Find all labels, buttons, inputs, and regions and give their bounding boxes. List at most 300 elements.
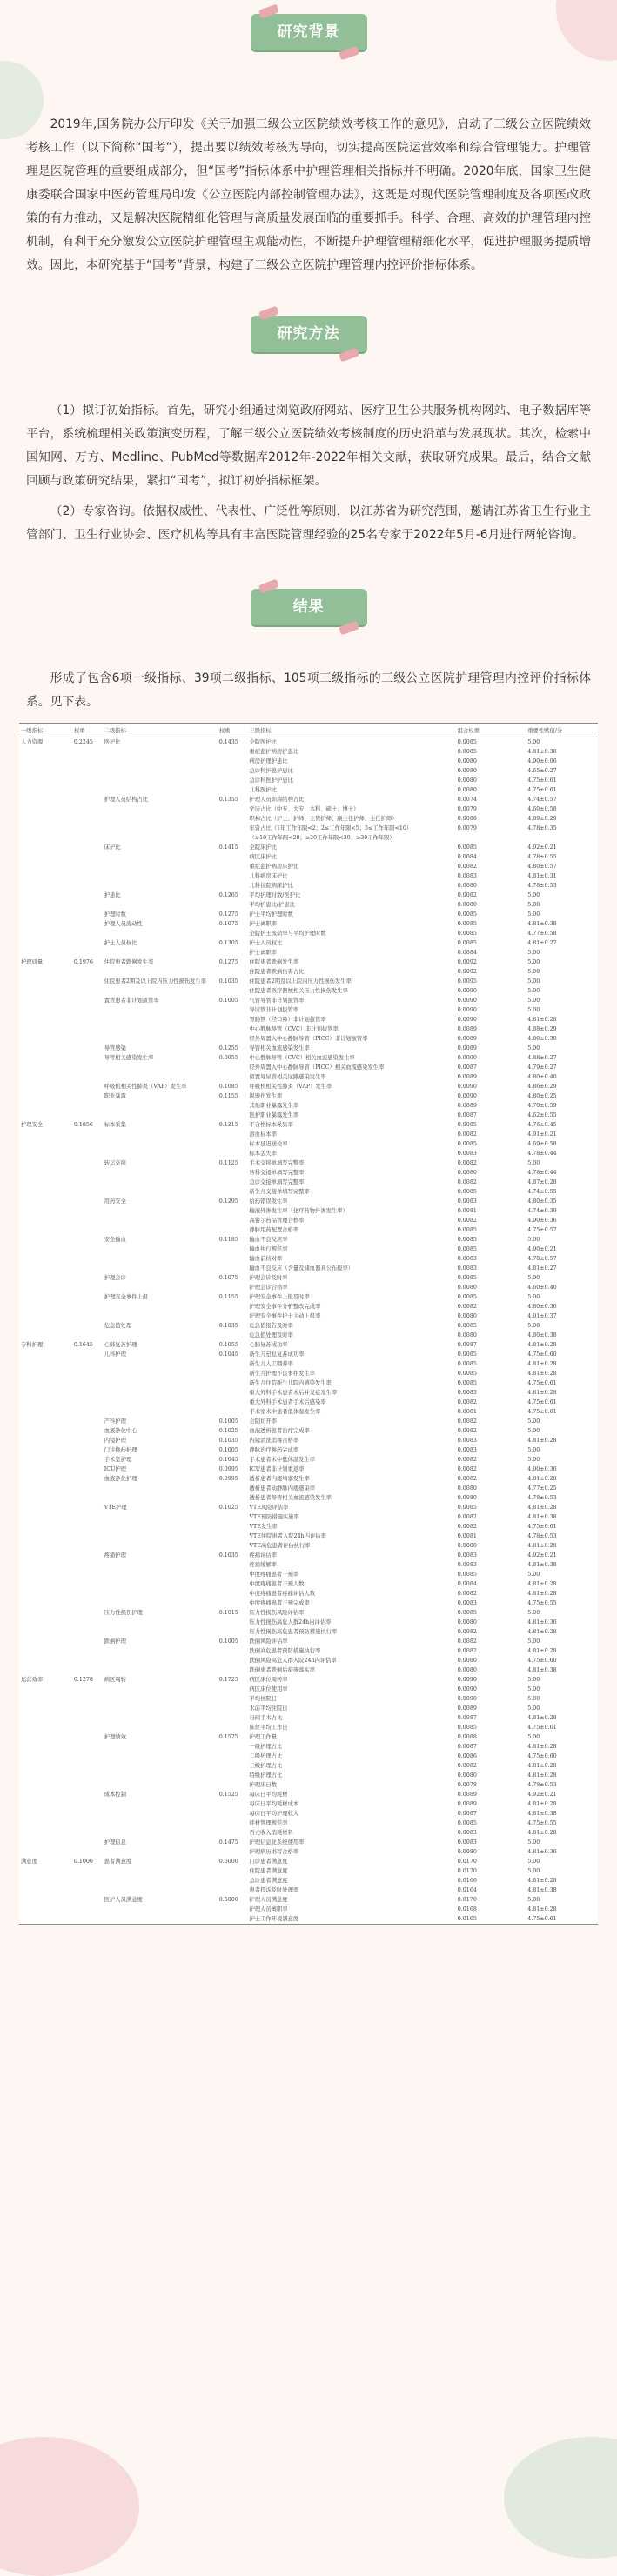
table-row [19,1053,598,1063]
cell-level3: 静脉用药配置合格率 [249,1227,299,1233]
section-title: 研究背景 [277,23,340,41]
cell-level1 [19,996,72,1005]
cell-importance: 5.00 [527,1868,540,1874]
cell-level1 [19,1752,72,1761]
cell-level1 [19,1474,72,1484]
cell-level1 [19,1551,72,1560]
cell-weight2 [218,1398,248,1407]
cell-importance: 4.78±0.53 [527,1533,557,1539]
cell-level2 [103,1225,218,1235]
table-header-cell: 重要性赋值/分 [526,724,598,737]
table-row [19,1101,598,1111]
cell-weight2 [218,1627,248,1637]
cell-combined-weight: 0.0080 [457,1332,477,1338]
table-row [19,1637,598,1646]
cell-weight2: 0.1295 [218,1198,238,1205]
table-row [19,1378,598,1388]
cell-weight1 [72,1292,103,1302]
cell-level3: 呼吸机相关性肺炎（VAP）发生率 [249,1084,332,1090]
cell-level2 [103,1216,218,1225]
cell-weight2: 0.1475 [218,1839,238,1845]
cell-weight2: 0.1055 [218,1342,238,1348]
cell-weight2: 0.1045 [218,1351,238,1358]
table-row [19,1350,598,1359]
cell-level2 [103,766,218,776]
cell-importance: 5.00 [527,1897,540,1903]
cell-importance: 4.79±0.27 [527,1064,557,1071]
cell-level2 [103,1139,218,1149]
cell-weight1 [72,1656,103,1665]
cell-level3: 护士工作环境满意度 [248,1914,456,1925]
cell-weight1 [72,1799,103,1809]
cell-weight1 [72,1876,103,1885]
cell-importance: 4.77±0.25 [527,1485,557,1492]
cell-level3: 内镜清洗消毒合格率 [249,1438,299,1444]
cell-weight1 [72,1474,103,1484]
table-row [19,795,598,804]
cell-weight2 [218,929,248,938]
cell-weight1 [72,977,103,986]
cell-weight2 [218,1742,248,1752]
table-row [19,1752,598,1761]
cell-level1 [19,766,72,776]
cell-level1 [19,1350,72,1359]
cell-weight2 [218,1388,248,1398]
cell-weight1 [72,1465,103,1474]
cell-combined-weight: 0.0085 [457,739,477,745]
cell-weight1 [72,1665,103,1675]
cell-level1 [19,1914,72,1925]
cell-importance: 5.00 [527,1323,540,1329]
table-row [19,1168,598,1178]
cell-weight1 [72,1771,103,1780]
cell-level2: 患者满意度 [104,1859,132,1865]
cell-importance: 4.81±0.38 [527,749,557,755]
cell-combined-weight: 0.0170 [457,1859,477,1865]
cell-level2: VTE护理 [104,1505,127,1511]
cell-combined-weight: 0.0083 [457,1600,477,1606]
cell-combined-weight: 0.0085 [457,1380,477,1386]
cell-weight2 [218,1914,248,1925]
table-row [19,891,598,900]
cell-weight1 [72,1331,103,1340]
cell-weight2: 0.5000 [218,1897,238,1903]
cell-importance: 5.00 [527,1839,540,1845]
table-row [19,824,598,833]
table-header-cell: 组合权重 [456,724,526,737]
cell-weight1 [72,833,103,843]
cell-level1 [19,1713,72,1723]
cell-weight2: 0.1265 [218,892,238,898]
cell-weight1 [72,1302,103,1311]
cell-level1 [19,1331,72,1340]
cell-combined-weight: 0.0080 [457,1285,477,1291]
cell-level3: 住院患者2期及以上院内压力性损伤发生率 [249,978,352,984]
cell-level3: 急诊科医护护患比 [249,777,293,784]
cell-importance: 4.81±0.28 [527,1438,557,1444]
cell-combined-weight: 0.0089 [457,1801,477,1807]
cell-importance: 4.74±0.57 [527,797,557,803]
cell-level2 [103,871,218,881]
cell-weight1 [72,986,103,996]
cell-weight1: 0.2245 [73,739,93,745]
cell-level1 [19,824,72,833]
cell-level3: 急诊交接单填写完整率 [249,1179,305,1185]
cell-level2: 呼吸机相关性肺炎（VAP）发生率 [104,1084,187,1090]
cell-level2: 安全输血 [104,1237,126,1243]
cell-weight2 [218,1484,248,1493]
cell-weight2 [218,1723,248,1732]
cell-level2 [103,929,218,938]
cell-level1 [19,1417,72,1426]
table-row [19,1780,598,1790]
section-title: 结果 [292,598,325,616]
cell-level1 [19,1206,72,1216]
cell-combined-weight: 0.0082 [457,1466,477,1472]
cell-importance: 4.81±0.28 [527,1715,557,1721]
cell-combined-weight: 0.0166 [457,1878,477,1884]
cell-weight2 [218,757,248,766]
cell-importance: 5.00 [527,1418,540,1425]
cell-combined-weight: 0.0083 [457,1830,477,1836]
cell-level2: 护理人员结构占比 [104,797,149,803]
cell-weight1 [72,1273,103,1283]
cell-weight2: 0.1035 [218,1552,238,1558]
cell-weight2 [218,1493,248,1503]
cell-importance: 4.81±0.38 [527,1887,557,1893]
cell-level1 [19,986,72,996]
cell-level2 [103,881,218,891]
cell-importance: 5.00 [527,959,540,965]
cell-combined-weight: 0.0081 [457,1533,477,1539]
cell-weight1: 0.1645 [73,1342,93,1348]
cell-level1 [19,852,72,862]
cell-weight2: 0.1045 [218,1457,238,1463]
cell-combined-weight: 0.0082 [457,1131,477,1138]
cell-level3: 不合格标本采集率 [249,1122,293,1128]
cell-weight2 [218,1847,248,1857]
cell-importance: 4.75±0.61 [527,1725,557,1731]
cell-weight2 [218,747,248,757]
cell-weight2 [218,1178,248,1187]
cell-combined-weight: 0.0085 [457,911,477,918]
cell-combined-weight: 0.0085 [457,921,477,927]
cell-combined-weight: 0.0080 [457,1667,477,1673]
cell-level1 [19,1838,72,1847]
cell-level3: 全院护士流动率与平均护理时数 [249,931,326,937]
cell-level1 [19,1799,72,1809]
cell-weight2: 0.1155 [218,1093,238,1099]
cell-weight1 [72,1321,103,1331]
cell-level3: 住院患者跌倒伤害占比 [249,969,305,975]
cell-combined-weight: 0.0083 [457,1390,477,1396]
cell-combined-weight: 0.0080 [457,787,477,793]
cell-level1 [19,1407,72,1417]
cell-importance: 4.80±0.30 [527,1036,557,1042]
cell-weight2: 0.1355 [218,797,238,803]
cell-combined-weight: 0.0085 [457,1294,477,1300]
cell-weight2: 0.1185 [218,1237,238,1243]
cell-weight1 [72,1091,103,1101]
cell-importance: 4.78±0.35 [527,825,557,831]
cell-level1 [19,1484,72,1493]
cell-level2: 危急值处理 [104,1323,132,1329]
cell-combined-weight: 0.0085 [457,931,477,937]
cell-level1 [19,776,72,785]
cell-importance: 4.81±0.28 [527,1361,557,1367]
cell-level3: 全院床护比 [249,844,277,851]
cell-combined-weight: 0.0080 [457,1495,477,1501]
cell-importance: 5.00 [527,1610,540,1616]
table-row [19,1685,598,1694]
table-row [19,1283,598,1292]
cell-level3: 压力性损伤高危患者预防措施执行率 [249,1629,338,1635]
cell-level2: 手术室护理 [104,1457,132,1463]
cell-level1 [19,929,72,938]
cell-weight1 [72,1082,103,1091]
cell-importance: 4.81±0.28 [527,1830,557,1836]
cell-level1 [19,1761,72,1771]
cell-importance: 5.00 [527,978,540,984]
cell-level2 [103,1847,218,1857]
section-methods [0,316,617,547]
cell-weight2 [218,1876,248,1885]
cell-combined-weight: 0.0085 [457,1275,477,1281]
table-row [19,1819,598,1828]
cell-level2 [103,1311,218,1321]
cell-level2 [103,1101,218,1111]
cell-importance: 4.81±0.28 [527,1878,557,1884]
cell-importance: 4.80±0.40 [527,1074,557,1080]
cell-importance: 4.62±0.55 [527,1112,557,1118]
cell-level1 [19,1790,72,1799]
methods-paragraph-2: （2）专家咨询。依据权威性、代表性、广泛性等原则，以江苏省为研究范围，邀请江苏省卫生行业主管部门、卫生行业协会、医疗机构等具有丰富医院管理经验的25名专家于2022年5月-6月进行两轮咨询。 [26,504,591,542]
cell-level2: 产科护理 [104,1418,126,1425]
cell-level1: 专科护理 [21,1342,44,1348]
cell-weight2 [218,1570,248,1579]
cell-level2 [103,1331,218,1340]
cell-importance: 4.77±0.58 [527,931,557,937]
cell-level3: 一级护理占比 [249,1744,283,1750]
cell-weight1 [72,1752,103,1761]
cell-level2 [103,1378,218,1388]
cell-level1 [19,1130,72,1139]
table-row [19,1091,598,1101]
cell-weight2 [218,785,248,795]
cell-level3: 日间手术占比 [249,1715,283,1721]
cell-level1 [19,1149,72,1158]
cell-level1 [19,1426,72,1436]
cell-combined-weight: 0.0170 [457,1868,477,1874]
table-row [19,747,598,757]
cell-weight1 [72,1445,103,1455]
cell-weight1 [72,1158,103,1168]
cell-importance: 4.78±0.53 [527,1782,557,1788]
table-row [19,881,598,891]
cell-weight2 [218,1905,248,1914]
table-row [19,1024,598,1034]
table-row [19,1493,598,1503]
cell-level3: 输液外渗发生率（化疗药物外渗发生率） [249,1208,348,1214]
table-row [19,1407,598,1417]
cell-weight1 [72,1713,103,1723]
cell-level1 [19,1637,72,1646]
cell-combined-weight: 0.0085 [457,1361,477,1367]
cell-level3: 每床日平均耗材 [249,1792,288,1798]
cell-weight2 [218,1532,248,1541]
cell-weight2 [218,1771,248,1780]
cell-level1 [19,795,72,804]
cell-weight1 [72,1130,103,1139]
section-title: 研究方法 [277,325,340,343]
cell-level3: 儿科医护比 [249,787,277,793]
cell-level3: 门诊患者满意度 [249,1859,288,1865]
cell-weight2 [218,1704,248,1713]
cell-level1 [19,1072,72,1082]
cell-weight1 [72,843,103,852]
cell-level3: 跌倒患者跌倒后措施落实率 [249,1667,316,1673]
table-row [19,1799,598,1809]
cell-combined-weight: 0.0083 [457,1151,477,1157]
cell-weight1 [72,1168,103,1178]
cell-level2 [103,1780,218,1790]
cell-weight2 [218,1369,248,1378]
cell-level2: 置管患者非计划拔管率 [104,998,159,1004]
cell-level2 [103,1130,218,1139]
cell-weight2 [218,1034,248,1044]
cell-weight2: 0.1025 [218,1505,238,1511]
cell-level3: 转科交接单填写完整率 [249,1170,305,1176]
cell-level2 [103,862,218,871]
cell-level3: 跌倒高危患者预防措施执行率 [249,1648,321,1654]
cell-combined-weight: 0.0085 [457,1572,477,1578]
table-row [19,958,598,967]
cell-level1 [19,1015,72,1024]
cell-level3: 跌倒风险高危人群入院24h内评估率 [249,1658,337,1664]
cell-level2 [103,1187,218,1197]
cell-importance: 4.81±0.28 [527,1371,557,1377]
table-row [19,1311,598,1321]
cell-weight2 [218,1646,248,1656]
cell-weight1 [72,1378,103,1388]
cell-combined-weight: 0.0080 [457,1849,477,1855]
cell-level1 [19,891,72,900]
cell-level3: 护理人员职称结构占比 [249,797,305,803]
cell-importance: 4.60±0.40 [527,1285,557,1291]
cell-weight1 [72,996,103,1005]
cell-weight2 [218,871,248,881]
cell-combined-weight: 0.0083 [457,1198,477,1205]
cell-level2 [103,1024,218,1034]
cell-level1 [19,1704,72,1713]
cell-level1 [19,1311,72,1321]
cell-weight2: 0.1005 [218,998,238,1004]
cell-importance: 4.70±0.59 [527,1103,557,1109]
cell-level1 [19,1273,72,1283]
table-row [19,1589,598,1598]
cell-weight1 [72,919,103,929]
table-row [19,1838,598,1847]
cell-combined-weight: 0.0085 [457,1141,477,1147]
cell-level3: 住院患者医疗器械相关压力性损伤发生率 [249,988,348,994]
cell-level3: 护理信息化系统使用率 [249,1839,305,1845]
table-row [19,1866,598,1876]
cell-importance: 4.75±0.61 [527,1524,557,1530]
cell-level1 [19,1512,72,1522]
cell-importance: 4.90±0.36 [527,1218,557,1224]
table-row [19,1225,598,1235]
cell-weight1 [72,824,103,833]
cell-level2 [103,1369,218,1378]
table-header-cell: 权重 [218,724,248,737]
cell-level2 [103,1665,218,1675]
cell-importance: 4.80±0.57 [527,864,557,870]
cell-level1 [19,1847,72,1857]
cell-importance: 5.00 [527,739,540,745]
cell-level1 [19,1024,72,1034]
cell-weight1 [72,1245,103,1254]
cell-weight1 [72,1206,103,1216]
cell-weight2 [218,1254,248,1264]
cell-level3: VTE住院患者入院24h内评估率 [249,1533,326,1539]
cell-level3: 压力性损伤高危人群24h内评估率 [249,1619,332,1625]
table-row [19,1503,598,1512]
cell-level2 [103,1589,218,1598]
cell-importance: 4.65±0.27 [527,768,557,774]
cell-weight2 [218,1885,248,1895]
cell-level2 [103,1866,218,1876]
table-row [19,1694,598,1704]
cell-level2 [103,1598,218,1608]
cell-importance: 4.81±0.28 [527,1476,557,1482]
cell-level3: 护理床日数 [249,1782,277,1788]
cell-level3: VTE风险评估率 [249,1505,289,1511]
cell-level3: 导尿管非计划拔管率 [249,1007,299,1013]
cell-combined-weight: 0.0089 [457,1074,477,1080]
cell-importance: 4.81±0.28 [527,1801,557,1807]
table-row [19,1665,598,1675]
cell-level2 [103,1704,218,1713]
cell-level1 [19,1082,72,1091]
table-row [19,1560,598,1570]
cell-level1 [19,1665,72,1675]
cell-importance: 4.92±0.21 [527,1552,557,1558]
cell-level2 [103,1283,218,1292]
table-row [19,871,598,881]
table-row [19,1512,598,1522]
cell-level2 [103,1532,218,1541]
cell-combined-weight: 0.0082 [457,1763,477,1769]
cell-level2 [103,1819,218,1828]
cell-importance: 5.00 [527,1686,540,1692]
cell-weight2 [218,1149,248,1158]
cell-level2 [103,948,218,958]
cell-combined-weight: 0.0090 [457,1696,477,1702]
table-row [19,910,598,919]
cell-importance: 5.00 [527,1428,540,1434]
cell-level2: 住院患者跌倒发生率 [104,959,154,965]
cell-weight2 [218,1685,248,1694]
cell-level3: 急诊科护患护患比 [249,768,293,774]
cell-level1: 运营效率 [21,1677,44,1683]
cell-weight1 [72,1723,103,1732]
cell-weight1 [72,929,103,938]
cell-level1 [19,1579,72,1589]
cell-combined-weight: 0.0080 [457,777,477,784]
cell-combined-weight: 0.0083 [457,1447,477,1453]
cell-importance: 4.90±0.21 [527,1246,557,1252]
cell-importance: 4.75±0.60 [527,1658,557,1664]
